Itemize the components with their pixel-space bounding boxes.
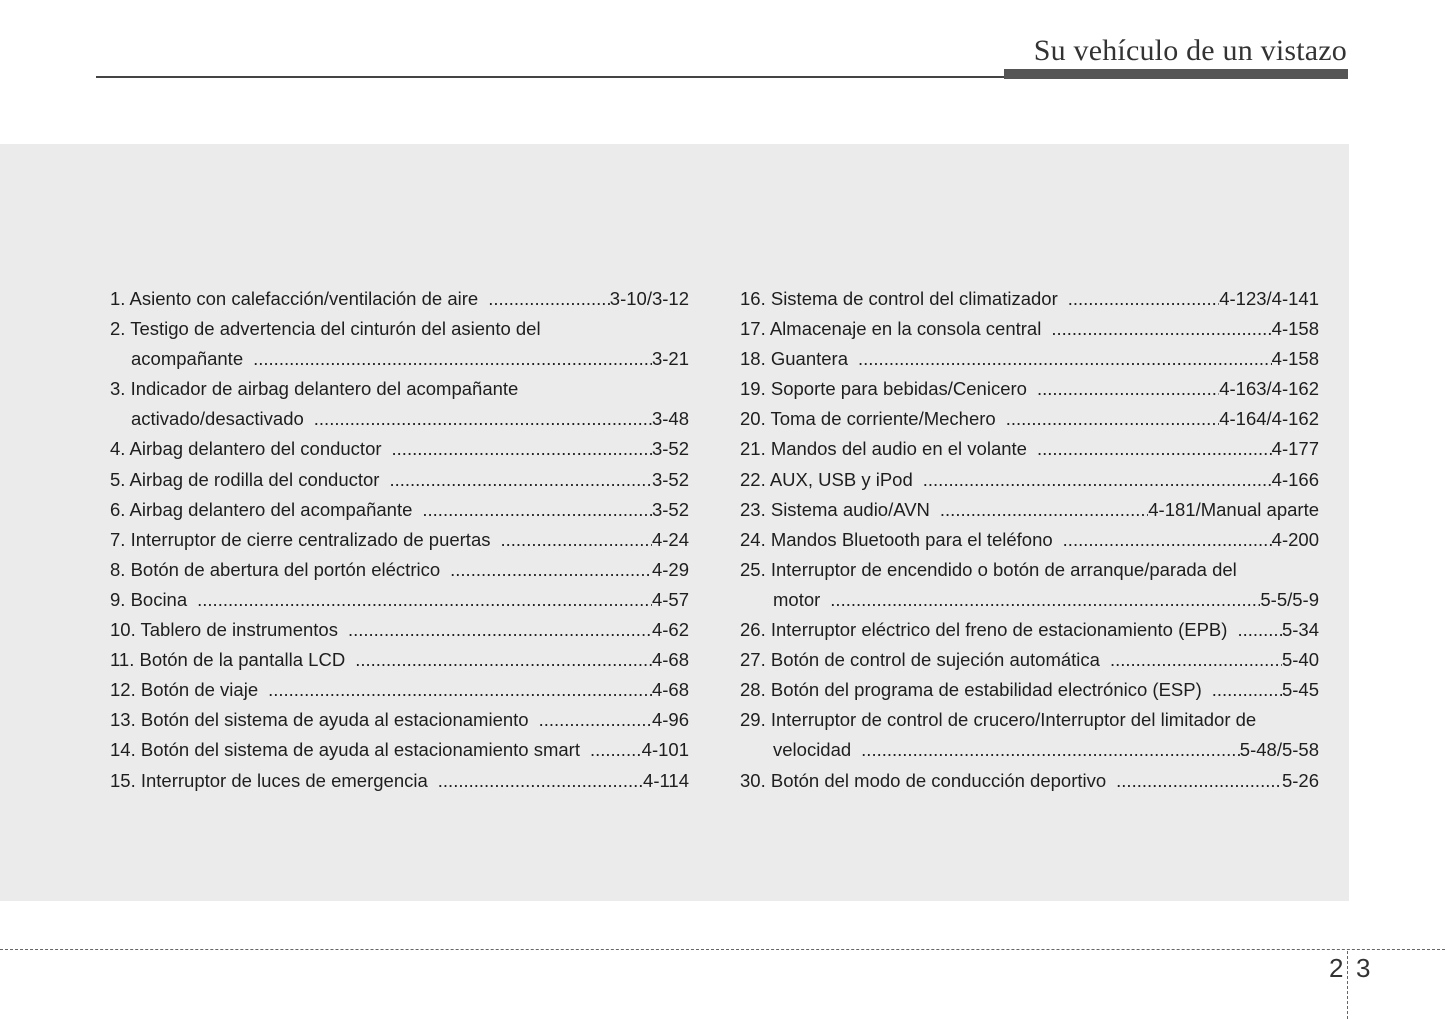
index-entry-label: 8. Botón de abertura del portón eléctrico <box>110 558 441 580</box>
index-entry-label: 26. Interruptor eléctrico del freno de estacionamiento (EPB) <box>740 619 1228 641</box>
index-entry-label: 30. Botón del modo de conducción deportivo <box>740 769 1107 791</box>
index-entry <box>740 555 1319 615</box>
dot-leader <box>858 344 1272 374</box>
index-entry-label: 3. Indicador de airbag delantero del acompañante <box>110 378 519 400</box>
index-entry <box>110 284 689 314</box>
dot-leader <box>1063 525 1272 555</box>
index-entry-page: 4-123/4-141 <box>1219 288 1319 309</box>
index-entry-page: 4-163/4-162 <box>1219 378 1319 400</box>
index-entry-label: 22. AUX, USB y iPod <box>740 468 913 490</box>
index-entry-page: 4-158 <box>1271 348 1319 370</box>
index-entry-label: 11. Botón de la pantalla LCD <box>110 649 346 671</box>
index-entry <box>110 705 689 735</box>
index-entry <box>110 314 689 374</box>
index-entry <box>110 645 689 675</box>
index-entry <box>740 495 1319 525</box>
index-entry <box>110 434 689 464</box>
index-entry-label: 12. Botón de viaje <box>110 679 259 701</box>
dot-leader <box>539 705 652 735</box>
index-entry <box>110 555 689 585</box>
index-entry-label: 18. Guantera <box>740 348 848 370</box>
dot-leader <box>253 344 652 374</box>
index-entry-label: 19. Soporte para bebidas/Cenicero <box>740 378 1027 400</box>
index-entry-label: 29. Interruptor de control de crucero/Interruptor del limitador de <box>740 709 1257 731</box>
index-entry-label: 9. Bocina <box>110 588 188 610</box>
dot-leader <box>197 585 652 615</box>
index-entry-page: 4-24 <box>651 528 689 550</box>
dot-leader <box>450 555 652 585</box>
page-number: 3 <box>1356 953 1371 983</box>
dot-leader <box>268 675 652 705</box>
index-entry <box>740 434 1319 464</box>
dot-leader <box>1037 434 1272 464</box>
index-entry <box>740 314 1319 344</box>
footer-divider <box>0 949 1445 950</box>
dot-leader <box>590 735 642 765</box>
index-entry-page: 4-200 <box>1271 528 1319 550</box>
dot-leader <box>389 465 652 495</box>
dot-leader <box>830 585 1260 615</box>
index-entry-continuation: activado/desactivado <box>131 408 304 430</box>
index-entry-page: 3-52 <box>651 438 689 460</box>
index-entry-label: 10. Tablero de instrumentos <box>110 619 338 641</box>
header-rule-accent <box>1004 69 1348 79</box>
index-entry <box>110 766 689 796</box>
index-entry-label: 2. Testigo de advertencia del cinturón del asiento del <box>110 318 541 340</box>
dot-leader <box>1237 615 1282 645</box>
index-entry-page: 3-48 <box>651 408 689 430</box>
index-entry <box>110 465 689 495</box>
index-entry-page: 5-34 <box>1281 619 1319 641</box>
index-entry <box>110 374 689 434</box>
footer-page-separator <box>1347 951 1348 1019</box>
index-entry-label: 25. Interruptor de encendido o botón de arranque/parada del <box>740 558 1237 580</box>
index-entry-page: 5-26 <box>1281 769 1319 791</box>
index-entry <box>110 525 689 555</box>
index-entry-continuation: motor <box>773 588 821 610</box>
dot-leader <box>1110 645 1282 675</box>
index-entry-page: 4-68 <box>651 649 689 671</box>
index-entry <box>740 705 1319 765</box>
index-entry-page: 5-45 <box>1281 679 1319 701</box>
index-entry <box>740 465 1319 495</box>
index-entry-page: 5-40 <box>1281 649 1319 671</box>
index-entry-page: 3-52 <box>651 468 689 490</box>
index-entry <box>740 374 1319 404</box>
index-column-right <box>740 284 1319 796</box>
dot-leader <box>392 434 652 464</box>
index-entry <box>110 615 689 645</box>
index-entry-label: 17. Almacenaje en la consola central <box>740 318 1042 340</box>
index-entry-label: 14. Botón del sistema de ayuda al estacionamiento smart <box>110 739 580 761</box>
header-rule <box>96 76 1006 78</box>
dot-leader <box>1037 374 1219 404</box>
index-column-left <box>110 284 689 796</box>
dot-leader <box>501 525 652 555</box>
index-entry-label: 1. Asiento con calefacción/ventilación de aire <box>110 288 479 309</box>
index-entry-label: 21. Mandos del audio en el volante <box>740 438 1027 460</box>
index-entry-continuation: acompañante <box>131 348 244 370</box>
index-entry-page: 4-166 <box>1271 468 1319 490</box>
dot-leader <box>348 615 652 645</box>
index-entry-page: 4-181/Manual aparte <box>1148 498 1319 520</box>
index-entry <box>740 404 1319 434</box>
index-entry <box>740 675 1319 705</box>
index-entry <box>740 525 1319 555</box>
index-entry-page: 4-101 <box>641 739 689 761</box>
index-entry <box>110 495 689 525</box>
index-entry <box>110 735 689 765</box>
dot-leader <box>1116 766 1282 796</box>
index-entry-label: 15. Interruptor de luces de emergencia <box>110 769 428 791</box>
index-entry-page: 4-62 <box>651 619 689 641</box>
index-entry-label: 28. Botón del programa de estabilidad electrónico (ESP) <box>740 679 1202 701</box>
index-entry-page: 4-164/4-162 <box>1219 408 1319 430</box>
index-entry-label: 24. Mandos Bluetooth para el teléfono <box>740 528 1053 550</box>
index-entry-label: 6. Airbag delantero del acompañante <box>110 498 413 520</box>
index-entry-label: 4. Airbag delantero del conductor <box>110 438 382 460</box>
dot-leader <box>1051 314 1271 344</box>
index-entry <box>740 344 1319 374</box>
index-entry-page: 4-158 <box>1271 318 1319 340</box>
dot-leader <box>438 766 643 796</box>
index-entry-page: 4-57 <box>651 588 689 610</box>
dot-leader <box>861 735 1240 765</box>
index-entry-label: 13. Botón del sistema de ayuda al estacionamiento <box>110 709 529 731</box>
dot-leader <box>1006 404 1220 434</box>
index-entry-label: 5. Airbag de rodilla del conductor <box>110 468 380 490</box>
index-entry-continuation: velocidad <box>773 739 852 761</box>
dot-leader <box>314 404 652 434</box>
dot-leader <box>355 645 652 675</box>
index-entry-page: 3-10/3-12 <box>609 288 689 309</box>
index-entry-label: 16. Sistema de control del climatizador <box>740 288 1058 309</box>
dot-leader <box>422 495 652 525</box>
index-entry-page: 5-48/5-58 <box>1239 739 1319 761</box>
dot-leader <box>940 495 1148 525</box>
index-entry <box>740 645 1319 675</box>
index-entry-page: 4-114 <box>643 769 689 791</box>
index-entry-label: 20. Toma de corriente/Mechero <box>740 408 996 430</box>
index-entry <box>740 766 1319 796</box>
dot-leader <box>1068 284 1219 314</box>
index-entry-page: 4-177 <box>1271 438 1319 460</box>
index-entry <box>740 615 1319 645</box>
index-entry-page: 4-96 <box>651 709 689 731</box>
page-header-title: Su vehículo de un vistazo <box>1033 34 1347 67</box>
index-entry-page: 4-68 <box>651 679 689 701</box>
dot-leader <box>923 465 1272 495</box>
index-entry-page: 5-5/5-9 <box>1260 588 1319 610</box>
index-entry-label: 27. Botón de control de sujeción automática <box>740 649 1100 671</box>
dot-leader <box>488 284 610 314</box>
index-entry-page: 3-21 <box>651 348 689 370</box>
dot-leader <box>1212 675 1282 705</box>
index-entry <box>110 585 689 615</box>
index-entry <box>110 675 689 705</box>
index-entry-label: 7. Interruptor de cierre centralizado de puertas <box>110 528 491 550</box>
index-entry-page: 3-52 <box>651 498 689 520</box>
index-entry-label: 23. Sistema audio/AVN <box>740 498 930 520</box>
section-number: 2 <box>1329 953 1344 983</box>
index-entry-page: 4-29 <box>651 558 689 580</box>
index-entry <box>740 284 1319 314</box>
